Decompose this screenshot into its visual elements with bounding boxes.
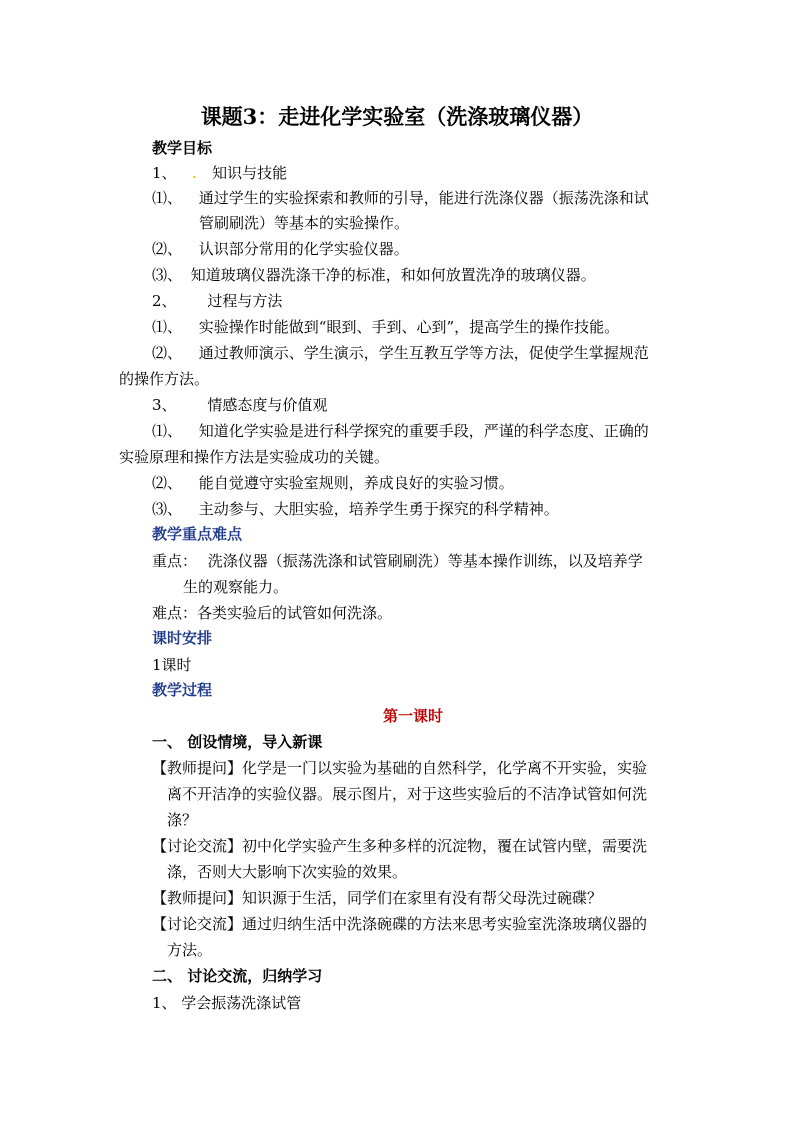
item-text: 实验操作时能做到“眼到、手到、心到”，提高学生的操作技能。 <box>198 318 620 336</box>
item-text: 认识部分常用的化学实验仪器。 <box>198 240 409 258</box>
part1-para1-line3: 涤？ <box>167 811 198 829</box>
section1-item1-cont: 管刷刷洗）等基本的实验操作。 <box>199 214 410 232</box>
part1-para1-line2: 离不开洁净的实验仪器。展示图片，对于这些实验后的不洁净试管如何洗 <box>167 785 648 803</box>
item-num: ⑶、 <box>152 266 183 284</box>
key-point-cont: 生的观察能力。 <box>183 578 289 596</box>
section1-num: 1、 <box>152 164 177 182</box>
section2-item2 <box>152 343 649 363</box>
section1-item3 <box>152 265 596 285</box>
section2-item1 <box>152 317 619 337</box>
item-text: 主动参与、大胆实验，培养学生勇于探究的科学精神。 <box>198 500 559 518</box>
section2-item2-cont: 的操作方法。 <box>119 370 210 388</box>
item-text: 能自觉遵守实验室规则，养成良好的实验习惯。 <box>198 474 514 492</box>
item-num: ⑴、 <box>152 318 183 336</box>
key-point-text: 洗涤仪器（振荡洗涤和试管刷刷洗）等基本操作训练，以及培养学 <box>207 552 643 570</box>
section3-item2 <box>152 473 514 493</box>
objectives-heading: 教学目标 <box>152 139 213 157</box>
page-title: 课题3：走进化学实验室（洗涤玻璃仪器） <box>200 104 594 129</box>
part1-para2-line1: 【讨论交流】初中化学实验产生多种多样的沉淀物，覆在试管内壁，需要洗 <box>152 837 648 855</box>
section1-item1 <box>152 188 649 208</box>
schedule-text: 1课时 <box>152 656 192 674</box>
key-points-heading: 教学重点难点 <box>152 525 243 543</box>
section2-heading <box>152 291 282 311</box>
section3-heading <box>152 395 327 415</box>
section3-num: 3、 <box>152 396 177 414</box>
key-point-label: 重点： <box>152 552 198 570</box>
part1-para1-line1: 【教师提问】化学是一门以实验为基础的自然科学，化学离不开实验，实验 <box>152 759 648 777</box>
item-num: ⑵、 <box>152 240 183 258</box>
section3-item1 <box>152 421 649 441</box>
part1-para2-line2: 涤，否则大大影响下次实验的效果。 <box>167 863 408 881</box>
item-num: ⑴、 <box>152 422 183 440</box>
section2-label: 过程与方法 <box>207 292 283 310</box>
item-text: 通过教师演示、学生演示，学生互教互学等方法，促使学生掌握规范 <box>198 344 649 362</box>
section1-heading <box>152 163 287 183</box>
lesson-title: 第一课时 <box>383 707 444 725</box>
section3-item1-cont: 实验原理和操作方法是实验成功的关键。 <box>119 448 390 466</box>
schedule-heading: 课时安排 <box>152 629 213 647</box>
section1-label: 知识与技能 <box>212 164 288 182</box>
section3-item3 <box>152 499 559 519</box>
process-heading: 教学过程 <box>152 681 213 699</box>
item-num: ⑵、 <box>152 344 183 362</box>
difficulty: 难点：各类实验后的试管如何洗涤。 <box>152 604 393 622</box>
item-num: ⑵、 <box>152 474 183 492</box>
item-text: 知道化学实验是进行科学探究的重要手段，严谨的科学态度、正确的 <box>198 422 649 440</box>
item-num: ⑴、 <box>152 189 183 207</box>
item-text: 知道玻璃仪器洗涤干净的标准，和如何放置洗净的玻璃仪器。 <box>190 266 596 284</box>
part2-heading: 二、 讨论交流，归纳学习 <box>152 967 323 985</box>
item-text: 通过学生的实验探索和教师的引导，能进行洗涤仪器（振荡洗涤和试 <box>198 189 649 207</box>
section1-item2 <box>152 239 409 259</box>
part2-item1: 1、 学会振荡洗涤试管 <box>152 994 302 1012</box>
part1-para4-line1: 【讨论交流】通过归纳生活中洗涤碗碟的方法来思考实验室洗涤玻璃仪器的 <box>152 915 648 933</box>
section2-num: 2、 <box>152 292 177 310</box>
section3-label: 情感态度与价值观 <box>207 396 328 414</box>
part1-heading: 一、 创设情境，导入新课 <box>152 733 323 751</box>
key-point <box>152 551 643 571</box>
part1-para4-line2: 方法。 <box>167 941 213 959</box>
part1-para3-line1: 【教师提问】知识源于生活，同学们在家里有没有帮父母洗过碗碟？ <box>152 889 603 907</box>
bullet-dot-icon: . <box>191 164 197 182</box>
item-num: ⑶、 <box>152 500 183 518</box>
